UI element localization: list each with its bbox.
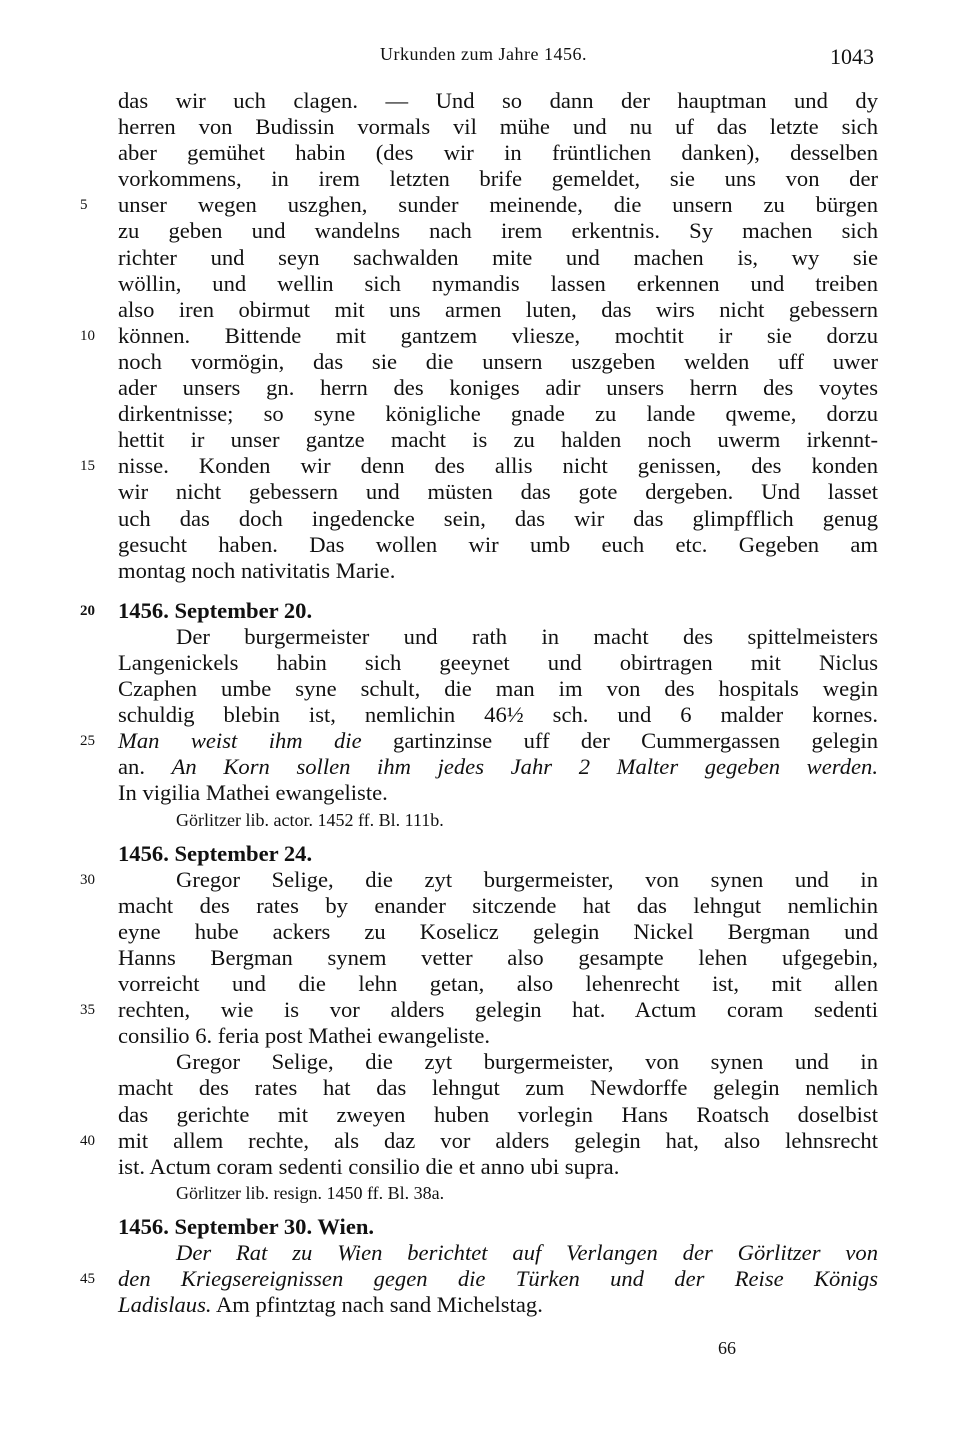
text-line: schuldig blebin ist, nemlichin 46½ sch. und 6 malder kornes. [118,702,878,728]
text-line [80,1127,878,1154]
text-line: zu geben und wandelns nach irem erkentnis. Sy machen sich [118,218,878,244]
text-line: Der burgermeister und rath in macht des spittelmeisters [176,623,878,649]
line-number: 45 [80,1271,95,1288]
line-number: 40 [80,1132,95,1149]
text-line: montag noch nativitatis Marie. [118,557,396,583]
source-citation: Görlitzer lib. resign. 1450 ff. Bl. 38a. [176,1182,445,1203]
text-line: ist. Actum coram sedenti consilio die et anno ubi supra. [118,1153,620,1179]
text-line: wöllin, und wellin sich nymandis lassen erkennen und treiben [118,270,878,296]
text-line: noch vormögin, das sie die unsern uszgeben welden uff uwer [118,348,878,374]
text-line-content: nisse. Konden wir denn des allis nicht genissen, des konden [118,453,878,479]
printer-signature: 66 [718,1338,736,1358]
text-line: das gerichte mit zweyen huben vorlegin Hans Roatsch doselbist [118,1101,878,1127]
line-number: 30 [80,871,95,888]
line-number: 5 [80,197,88,214]
text-line [80,453,878,479]
line-number: 10 [80,327,95,344]
text-line-content: unser wegen uszghen, sunder meinende, die unsern zu bürgen [118,192,878,218]
text-line-content: mit allem rechte, als daz vor alders gelegin hat, also lehnsrecht [118,1127,878,1153]
text-line: vorreicht und die lehn getan, also lehenrecht ist, mit allen [118,971,878,997]
text-line: vorkommens, in irem letzten brife gemeldet, sie uns von der [118,166,878,192]
text-line: macht des rates hat das lehngut zum Newdorffe gelegin nemlich [118,1075,878,1101]
text-line: dirkentnisse; so syne königliche gnade zu lande qweme, dorzu [118,401,878,427]
document-heading: 1456. September 24. [118,840,313,866]
text-line: richter und seyn sachwalden mite und machen is, wy sie [118,244,878,270]
text-line-content: können. Bittende mit gantzem vliesze, mochtit ir sie dorzu [118,322,878,348]
text-line: herren von Budissin vormals vil mühe und nu uf das letzte sich [118,114,878,140]
text-line: In vigilia Mathei ewangeliste. [118,780,388,806]
body-text [80,88,878,1318]
line-number: 15 [80,458,95,475]
document-date: 1456. September 20. [118,597,313,623]
text-line [80,866,878,893]
line-number: 35 [80,1002,95,1019]
document-heading [80,597,878,624]
text-line: Czaphen umbe syne schult, die man im von des hospitals wegin [118,676,878,702]
text-line [80,997,878,1023]
line-number: 20 [80,602,95,619]
text-line-content: Am pfintztag nach sand Michelstag. [215,1292,543,1318]
text-line: Gregor Selige, die zyt burgermeister, von synen und in [176,1049,878,1075]
text-line [80,728,878,754]
text-line-content: rechten, wie is vor alders gelegin hat. Actum coram sedenti [118,997,878,1023]
editorial-italic: Man weist ihm die [118,728,362,754]
text-line: wir nicht gebessern und müsten das gote dergeben. Und lasset [118,479,878,505]
text-line [118,1292,878,1318]
text-line: hettit ir unser gantze macht is zu halden noch uwerm irkennt- [118,427,878,453]
text-line-content: Gregor Selige, die zyt burgermeister, von synen und in [176,866,878,892]
page-header [0,44,960,74]
editorial-italic: Der Rat zu Wien berichtet auf Verlangen der Görlitzer von [176,1240,878,1266]
editorial-italic: Ladislaus. [118,1292,212,1318]
editorial-italic: den Kriegsereignissen gegen die Türken und der Reise Königs [118,1266,878,1292]
text-line: aber gemühet habin (des wir in früntlichen danken), desselben [118,140,878,166]
text-line [118,1240,878,1266]
page-number: 1043 [830,44,874,69]
text-line [80,192,878,218]
text-line: uch das doch ingedencke sein, das wir das glimpfflich genug [118,505,878,531]
text-line [80,322,878,349]
text-line: gesucht haben. Das wollen wir umb euch etc. Gegeben am [118,531,878,557]
text-line: eyne hube ackers zu Koselicz gelegin Nickel Bergman und [118,918,878,944]
text-line: das wir uch clagen. — Und so dann der hauptman und dy [118,88,878,113]
document-heading: 1456. September 30. Wien. [118,1213,375,1239]
text-line: also iren obirmut mit uns armen luten, das wirs nicht gebessern [118,296,878,322]
source-citation: Görlitzer lib. actor. 1452 ff. Bl. 111b. [176,809,444,830]
text-line [80,1266,878,1292]
text-line: Langenickels habin sich geeynet und obirtragen mit Niclus [118,649,878,675]
text-line: consilio 6. feria post Mathei ewangeliste. [118,1023,491,1049]
editorial-italic: An Korn sollen ihm jedes Jahr 2 Malter gegeben werden. [171,754,878,780]
text-line-content: an. [118,754,145,780]
text-line-content: gartinzinse uff der Cummergassen gelegin [393,728,878,754]
running-title: Urkunden zum Jahre 1456. [380,44,587,64]
text-line: macht des rates by enander sitczende hat das lehngut nemlichin [118,892,878,918]
text-line: ader unsers gn. herrn des koniges adir unsers herrn des voytes [118,375,878,401]
line-number: 25 [80,733,95,750]
text-line [118,754,878,780]
text-line: Hanns Bergman synem vetter also gesampte lehen ufgegebin, [118,945,878,970]
